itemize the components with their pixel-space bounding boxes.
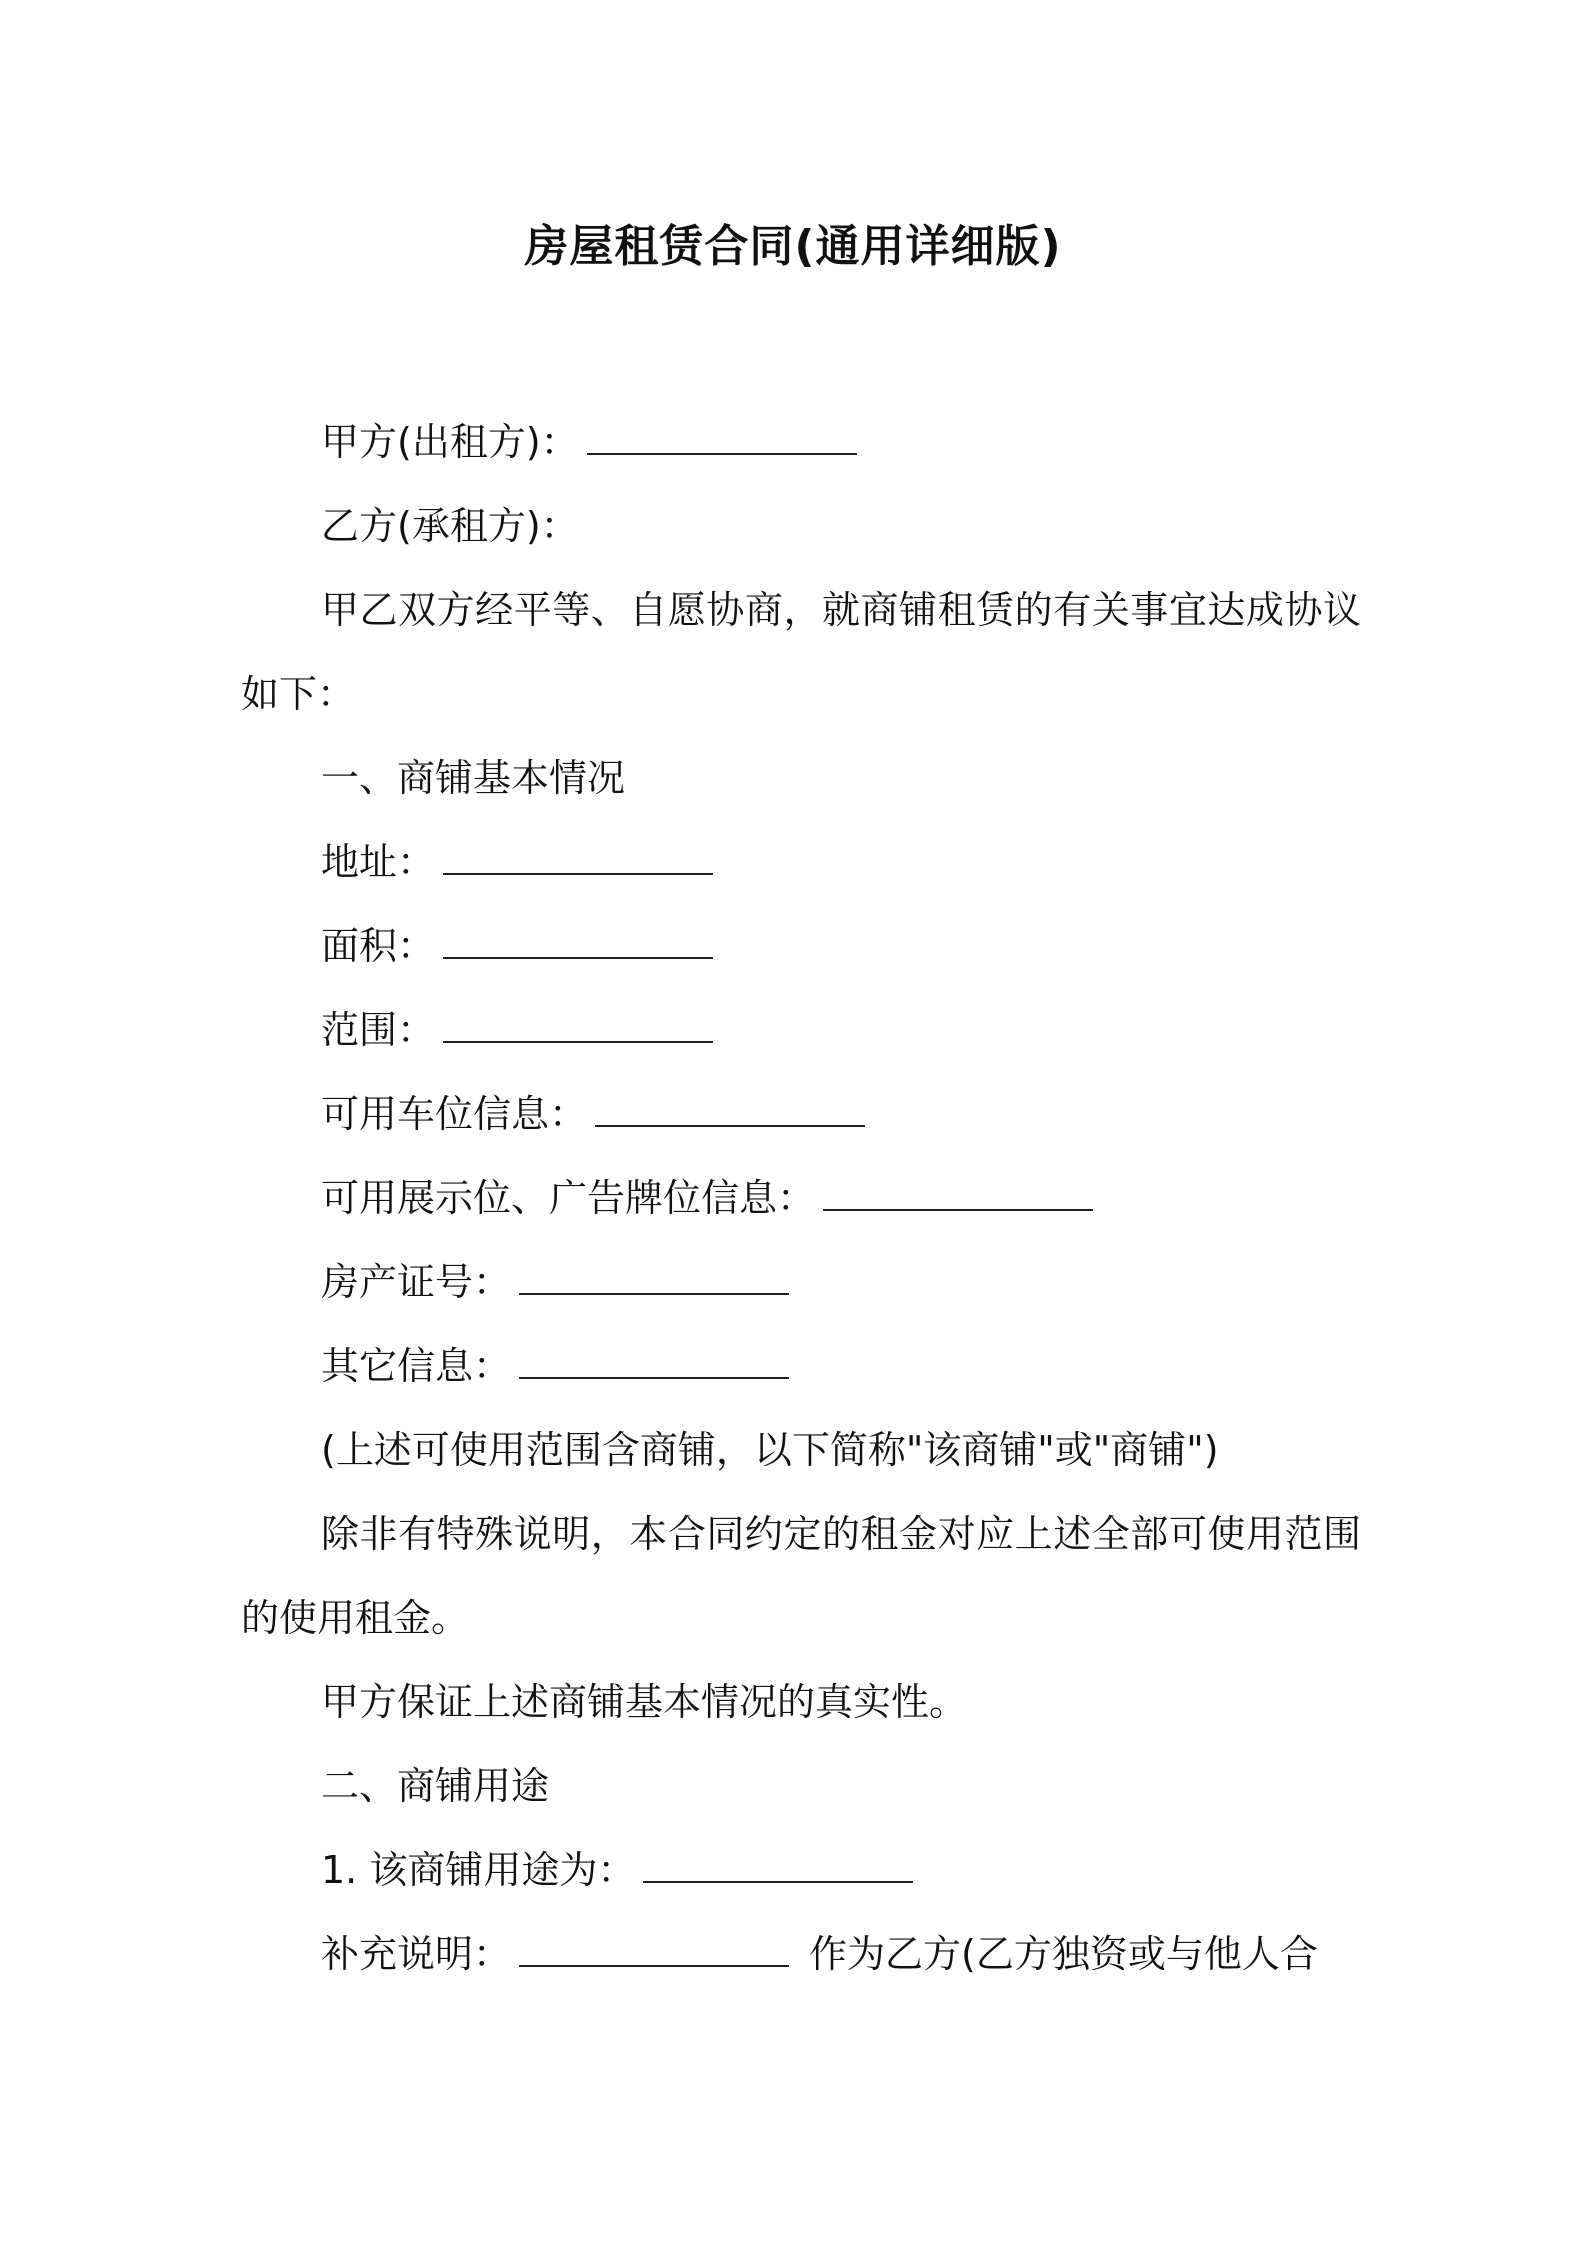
party-a-blank	[587, 423, 857, 455]
scope-label: 范围：	[321, 1008, 436, 1052]
party-a-line	[241, 400, 1361, 484]
address-blank	[443, 843, 713, 875]
other-line	[241, 1324, 1361, 1408]
section-2-heading: 二、商铺用途	[321, 1764, 550, 1808]
area-label: 面积：	[321, 924, 436, 968]
rent-note-paragraph: 除非有特殊说明，本合同约定的租金对应上述全部可使用范围的使用租金。	[241, 1512, 1361, 1640]
party-b-label: 乙方(承租方)：	[321, 504, 579, 548]
party-b-line	[241, 484, 1361, 568]
scope-note: (上述可使用范围含商铺，以下简称"该商铺"或"商铺")	[321, 1428, 1219, 1472]
use-blank	[643, 1851, 913, 1883]
supplement-tail: 作为乙方(乙方独资或与他人合	[809, 1932, 1318, 1976]
cert-label: 房产证号：	[321, 1260, 512, 1304]
use-line	[241, 1828, 1361, 1912]
display-blank	[823, 1179, 1093, 1211]
document-title: 房屋租赁合同(通用详细版)	[524, 221, 1062, 272]
display-line	[241, 1156, 1361, 1240]
party-a-label: 甲方(出租方)：	[321, 420, 579, 464]
cert-blank	[519, 1263, 789, 1295]
section-1-heading: 一、商铺基本情况	[321, 756, 626, 800]
parking-label: 可用车位信息：	[321, 1092, 588, 1136]
other-label: 其它信息：	[321, 1344, 512, 1388]
supplement-label: 补充说明：	[321, 1932, 512, 1976]
other-blank	[519, 1347, 789, 1379]
address-label: 地址：	[321, 840, 436, 884]
intro-paragraph: 甲乙双方经平等、自愿协商，就商铺租赁的有关事宜达成协议如下：	[241, 588, 1361, 716]
supplement-line	[241, 1912, 1361, 1996]
cert-line	[241, 1240, 1361, 1324]
use-label: 1. 该商铺用途为：	[321, 1848, 636, 1892]
address-line	[241, 820, 1361, 904]
parking-blank	[595, 1095, 865, 1127]
supplement-blank	[519, 1935, 789, 1967]
area-line	[241, 904, 1361, 988]
guarantee-line: 甲方保证上述商铺基本情况的真实性。	[321, 1680, 968, 1724]
parking-line	[241, 1072, 1361, 1156]
scope-line	[241, 988, 1361, 1072]
display-label: 可用展示位、广告牌位信息：	[321, 1176, 816, 1220]
scope-blank	[443, 1011, 713, 1043]
area-blank	[443, 927, 713, 959]
document-body	[241, 400, 1361, 1996]
